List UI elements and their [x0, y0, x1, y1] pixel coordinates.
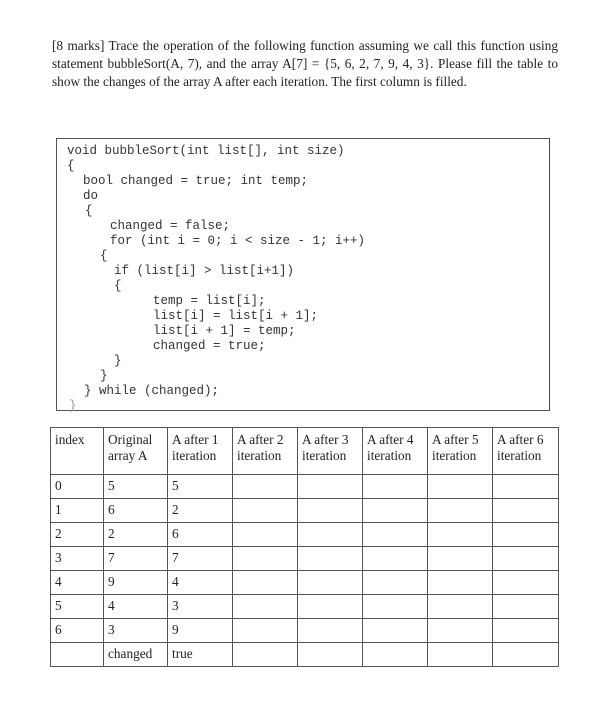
table-header-row: [51, 428, 559, 475]
code-line: temp = list[i];: [153, 294, 266, 308]
table-cell[interactable]: [233, 619, 298, 643]
column-header: [428, 428, 493, 475]
code-line: void bubbleSort(int list[], int size): [67, 144, 345, 158]
table-cell[interactable]: [493, 523, 559, 547]
table-cell: 2: [168, 499, 233, 523]
code-line: list[i + 1] = temp;: [153, 324, 296, 338]
table-row: [51, 523, 559, 547]
table-cell: 5: [168, 475, 233, 499]
column-header-line: iteration: [302, 448, 347, 463]
code-listing: [67, 144, 365, 414]
table-cell[interactable]: [298, 547, 363, 571]
table-cell[interactable]: [233, 643, 298, 667]
column-header-line: A after 4: [367, 432, 414, 447]
table-cell[interactable]: [428, 547, 493, 571]
code-line: changed = false;: [110, 219, 231, 233]
table-cell: 3: [104, 619, 168, 643]
table-cell: 6: [51, 619, 104, 643]
table-cell: 9: [168, 619, 233, 643]
column-header: [233, 428, 298, 475]
table-cell[interactable]: [363, 547, 428, 571]
question-text: [8 marks] Trace the operation of the following function assuming we call this function using statement bubbleSort(A, 7), and the array A[7] = {5, 6, 2, 7, 9, 4, 3}. Please fill the table to show the changes of the array A after each iteration. The first column is filled.: [52, 38, 558, 89]
table-cell: 2: [104, 523, 168, 547]
column-header-line: A after 5: [432, 432, 479, 447]
table-cell[interactable]: [493, 547, 559, 571]
table-cell: 0: [51, 475, 104, 499]
column-header-line: iteration: [367, 448, 412, 463]
table-row: [51, 547, 559, 571]
table-cell[interactable]: [298, 619, 363, 643]
table-row: [51, 475, 559, 499]
table-cell[interactable]: [233, 571, 298, 595]
code-line: {: [67, 159, 75, 173]
column-header: [51, 428, 104, 475]
code-line: {: [114, 279, 122, 293]
table-cell: 2: [51, 523, 104, 547]
column-header-line: Original: [108, 432, 153, 447]
table-cell[interactable]: [298, 475, 363, 499]
table-cell: 6: [104, 499, 168, 523]
table-cell: 7: [104, 547, 168, 571]
code-line: } while (changed);: [84, 384, 220, 398]
code-line: }: [100, 369, 108, 383]
trace-table: [50, 427, 559, 667]
table-row: [51, 619, 559, 643]
table-row: [51, 595, 559, 619]
table-cell[interactable]: [233, 595, 298, 619]
column-header: [168, 428, 233, 475]
table-cell[interactable]: [428, 499, 493, 523]
code-line: list[i] = list[i + 1];: [153, 309, 319, 323]
table-cell: 7: [168, 547, 233, 571]
table-cell[interactable]: [298, 523, 363, 547]
code-box: [56, 138, 550, 411]
table-cell: 6: [168, 523, 233, 547]
code-line: changed = true;: [153, 339, 266, 353]
table-cell[interactable]: [428, 643, 493, 667]
table-cell[interactable]: [363, 523, 428, 547]
table-cell[interactable]: [428, 571, 493, 595]
table-row: [51, 643, 559, 667]
code-line: }: [69, 399, 77, 413]
table-cell[interactable]: [363, 619, 428, 643]
table-cell[interactable]: [298, 571, 363, 595]
table-cell: 3: [51, 547, 104, 571]
table-cell[interactable]: [428, 475, 493, 499]
table-cell: 4: [51, 571, 104, 595]
code-line: if (list[i] > list[i+1]): [114, 264, 295, 278]
table-cell[interactable]: [363, 643, 428, 667]
table-cell: 4: [104, 595, 168, 619]
table-cell[interactable]: [298, 643, 363, 667]
table-cell[interactable]: [493, 475, 559, 499]
table-cell: 9: [104, 571, 168, 595]
column-header: [104, 428, 168, 475]
table-cell[interactable]: [363, 571, 428, 595]
table-cell[interactable]: [363, 595, 428, 619]
table-cell[interactable]: [428, 595, 493, 619]
column-header-line: iteration: [497, 448, 542, 463]
code-line: }: [114, 354, 122, 368]
table-cell[interactable]: [233, 475, 298, 499]
column-header-line: A after 1: [172, 432, 219, 447]
table-row: [51, 571, 559, 595]
table-cell[interactable]: [428, 619, 493, 643]
table-cell: 5: [51, 595, 104, 619]
code-line: for (int i = 0; i < size - 1; i++): [110, 234, 366, 248]
table-cell[interactable]: [493, 595, 559, 619]
code-line: do: [83, 189, 99, 203]
table-cell: 1: [51, 499, 104, 523]
table-cell: 4: [168, 571, 233, 595]
column-header-line: A after 3: [302, 432, 349, 447]
table-cell[interactable]: [233, 523, 298, 547]
table-cell[interactable]: [493, 499, 559, 523]
column-header: [298, 428, 363, 475]
table-cell[interactable]: [298, 595, 363, 619]
column-header: [363, 428, 428, 475]
code-line: bool changed = true; int temp;: [83, 174, 309, 188]
column-header-line: index: [55, 432, 85, 447]
column-header-line: array A: [108, 448, 148, 463]
table-cell: 5: [104, 475, 168, 499]
table-cell: [51, 643, 104, 667]
table-cell[interactable]: [233, 547, 298, 571]
column-header-line: iteration: [172, 448, 217, 463]
column-header-line: A after 2: [237, 432, 284, 447]
table-cell: true: [168, 643, 233, 667]
table-cell[interactable]: [363, 499, 428, 523]
column-header-line: iteration: [432, 448, 477, 463]
table-cell: 3: [168, 595, 233, 619]
table-cell[interactable]: [493, 619, 559, 643]
table-cell[interactable]: [233, 499, 298, 523]
table-cell: changed: [104, 643, 168, 667]
code-line: {: [100, 249, 108, 263]
column-header: [493, 428, 559, 475]
column-header-line: iteration: [237, 448, 282, 463]
table-cell[interactable]: [298, 499, 363, 523]
table-cell[interactable]: [428, 523, 493, 547]
table-cell[interactable]: [493, 643, 559, 667]
code-line: {: [85, 204, 93, 218]
table-cell[interactable]: [493, 571, 559, 595]
table-row: [51, 499, 559, 523]
column-header-line: A after 6: [497, 432, 544, 447]
table-cell[interactable]: [363, 475, 428, 499]
